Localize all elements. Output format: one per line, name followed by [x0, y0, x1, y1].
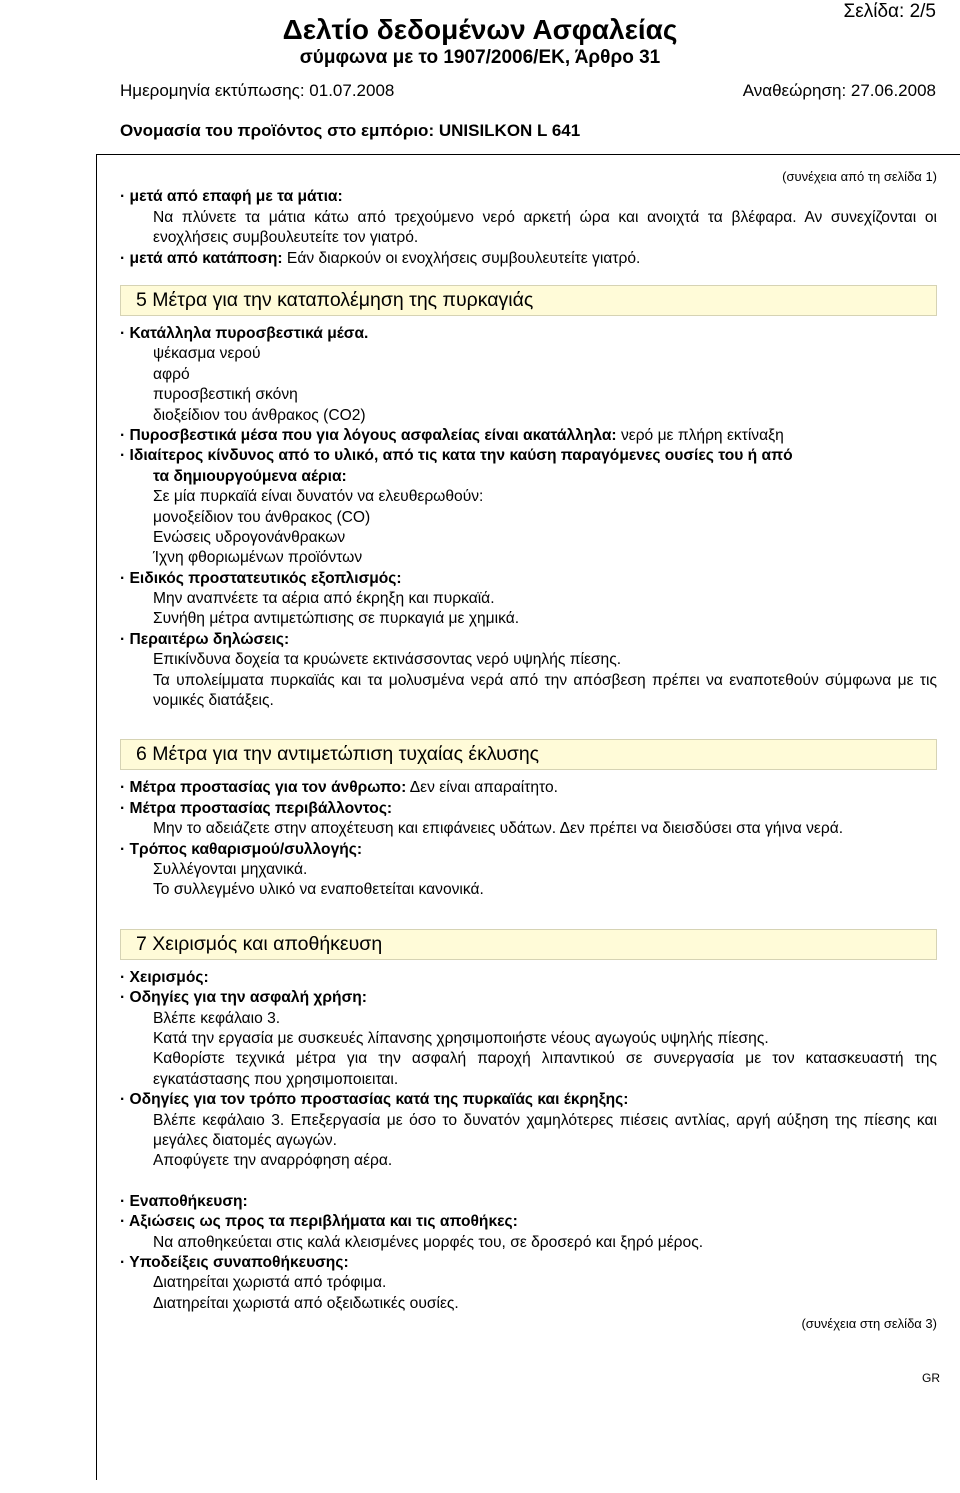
print-date: Ημερομηνία εκτύπωσης: 01.07.2008 — [120, 81, 395, 100]
safe-use-paragraph: Καθορίστε τεχνικά μέτρα για την ασφαλή παροχή λιπαντικού σε συνεργασία με τον κατασκευαστή της εγκατάστασης που χρησιμοποιειται. — [153, 1050, 937, 1088]
document-subtitle: σύμφωνα με το 1907/2006/ΕΚ, Άρθρο 31 — [299, 47, 661, 68]
further-label: · Περαιτέρω δηλώσεις: — [120, 630, 290, 648]
person-protection-label: · Μέτρα προστασίας για τον άνθρωπο: — [120, 779, 407, 797]
storage-label: · Εναποθήκευση: — [120, 1192, 248, 1210]
equipment-item: Συνήθη μέτρα αντιμετώπισης σε πυρκαγιά με χημικά. — [153, 610, 520, 628]
document-title: Δελτίο δεδομένων Ασφαλείας — [282, 14, 678, 45]
cleanup-label: · Τρόπος καθαρισμού/συλλογής: — [120, 840, 363, 858]
handling-label: · Χειρισμός: — [120, 968, 209, 986]
unsuitable-text: νερό με πλήρη εκτίναξη — [616, 426, 784, 444]
continued-from: (συνέχεια από τη σελίδα 1) — [782, 169, 937, 184]
page-number: Σελίδα: 2/5 — [843, 1, 936, 22]
safe-use-label: · Οδηγίες για την ασφαλή χρήση: — [120, 989, 367, 1007]
section-7-heading: 7 Χειρισμός και αποθήκευση — [120, 929, 937, 960]
continued-on: (συνέχεια στη σελίδα 3) — [801, 1316, 937, 1332]
safe-use-line: Κατά την εργασία με συσκευές λίπανσης χρησιμοποιήστε νέους αγωγούς υψηλής πίεσης. — [153, 1029, 769, 1047]
hazard-label-cont: τα δημιουργούμενα αέρια: — [153, 467, 347, 485]
further-paragraph: Τα υπολείμματα πυρκαϊάς και τα μολυσμένα νερά από την απόσβεση πρέπει να εναποτεθούν σύμφωνα με τις νομικές διατάξεις. — [153, 671, 937, 710]
swallow-label: · μετά από κατάποση: — [120, 249, 283, 267]
equipment-label: · Ειδικός προστατευτικός εξοπλισμός: — [120, 569, 402, 587]
cleanup-item: Το συλλεγμένο υλικό να εναποθετείται κανονικά. — [153, 881, 484, 899]
hazard-item: μονοξείδιον του άνθρακος (CO) — [153, 508, 371, 526]
section-6-heading: 6 Μέτρα για την αντιμετώπιση τυχαίας έκλυσης — [120, 739, 937, 770]
env-protection-label: · Μέτρα προστασίας περιβάλλοντος: — [120, 799, 393, 817]
margin-rule-horizontal — [96, 154, 960, 155]
env-protection-text: Μην το αδειάζετε στην αποχέτευση και επιφάνειες υδάτων. Δεν πρέπει να διεισδύσει στα γήινα νερά. — [153, 820, 844, 838]
media-item: διοξείδιον του άνθρακος (CO2) — [153, 406, 366, 424]
section-5-heading: 5 Μέτρα για την καταπολέμηση της πυρκαγιάς — [120, 285, 937, 316]
eye-contact-label: · μετά από επαφή με τα μάτια: — [120, 188, 343, 206]
product-name: Ονομασία του προϊόντος στο εμπόριο: UNISILKON L 641 — [120, 121, 581, 140]
hazard-item: Σε μία πυρκαϊά είναι δυνατόν να ελευθερωθούν: — [153, 488, 484, 506]
fire-protection-label: · Οδηγίες για τον τρόπο προστασίας κατά της πυρκαϊάς και έκρηξης: — [120, 1091, 629, 1109]
fire-protection-paragraph: Βλέπε κεφάλαιο 3. Επεξεργασία με όσο το δυνατόν χαμηλότερες πιέσεις αντλίας, αργή αύξηση της πίεσης και μεγάλες διατομές αγωγών. — [153, 1111, 937, 1149]
language-code: GR — [922, 1371, 940, 1385]
joint-storage-item: Διατηρείται χωριστά από οξειδωτικές ουσίες. — [153, 1294, 459, 1312]
person-protection-text: Δεν είναι απαραίτητο. — [406, 779, 558, 797]
safe-use-line: Βλέπε κεφάλαιο 3. — [153, 1009, 281, 1027]
document-body — [120, 167, 937, 1335]
eye-contact-text: Να πλύνετε τα μάτια κάτω από τρεχούμενο νερό αρκετή ώρα και ανοιχτά τα βλέφαρα. Αν συνεχίζονται οι ενοχλήσεις συμβουλευτείτε τον γιατρό. — [153, 208, 937, 247]
storage-requirements-text: Να αποθηκεύεται στις καλά κλεισμένες μορφές του, σε δροσερό και ξηρό μέρος. — [153, 1233, 704, 1251]
fire-protection-line: Αποφύγετε την αναρρόφηση αέρα. — [153, 1152, 393, 1170]
media-label: · Κατάλληλα πυροσβεστικά μέσα. — [120, 324, 369, 342]
cleanup-item: Συλλέγονται μηχανικά. — [153, 861, 308, 879]
media-item: πυροσβεστική σκόνη — [153, 386, 298, 404]
media-item: ψέκασμα νερού — [153, 345, 261, 363]
storage-requirements-label: · Αξιώσεις ως προς τα περιβλήματα και τις αποθήκες: — [120, 1213, 518, 1231]
margin-rule-vertical — [96, 154, 97, 1480]
equipment-item: Μην αναπνέετε τα αέρια από έκρηξη και πυρκαϊά. — [153, 590, 495, 608]
hazard-item: Ίχνη φθοριωμένων προϊόντων — [153, 549, 363, 567]
revision-date: Αναθεώρηση: 27.06.2008 — [742, 81, 936, 100]
swallow-text: Εάν διαρκούν οι ενοχλήσεις συμβουλευτείτε γιατρό. — [282, 249, 641, 267]
joint-storage-label: · Υποδείξεις συναποθήκευσης: — [120, 1253, 349, 1271]
hazard-item: Ενώσεις υδρογονάνθρακων — [153, 528, 346, 546]
media-item: αφρό — [153, 365, 190, 383]
joint-storage-item: Διατηρείται χωριστά από τρόφιμα. — [153, 1274, 387, 1292]
further-line: Επικίνδυνα δοχεία τα κρυώνετε εκτινάσσοντας νερό υψηλής πίεσης. — [153, 651, 622, 669]
hazard-label: · Ιδιαίτερος κίνδυνος από το υλικό, από τις κατα την καύση παραγόμενες ουσίες του ή από — [120, 447, 793, 465]
unsuitable-label: · Πυροσβεστικά μέσα που για λόγους ασφαλείας είναι ακατάλληλα: — [120, 426, 617, 444]
